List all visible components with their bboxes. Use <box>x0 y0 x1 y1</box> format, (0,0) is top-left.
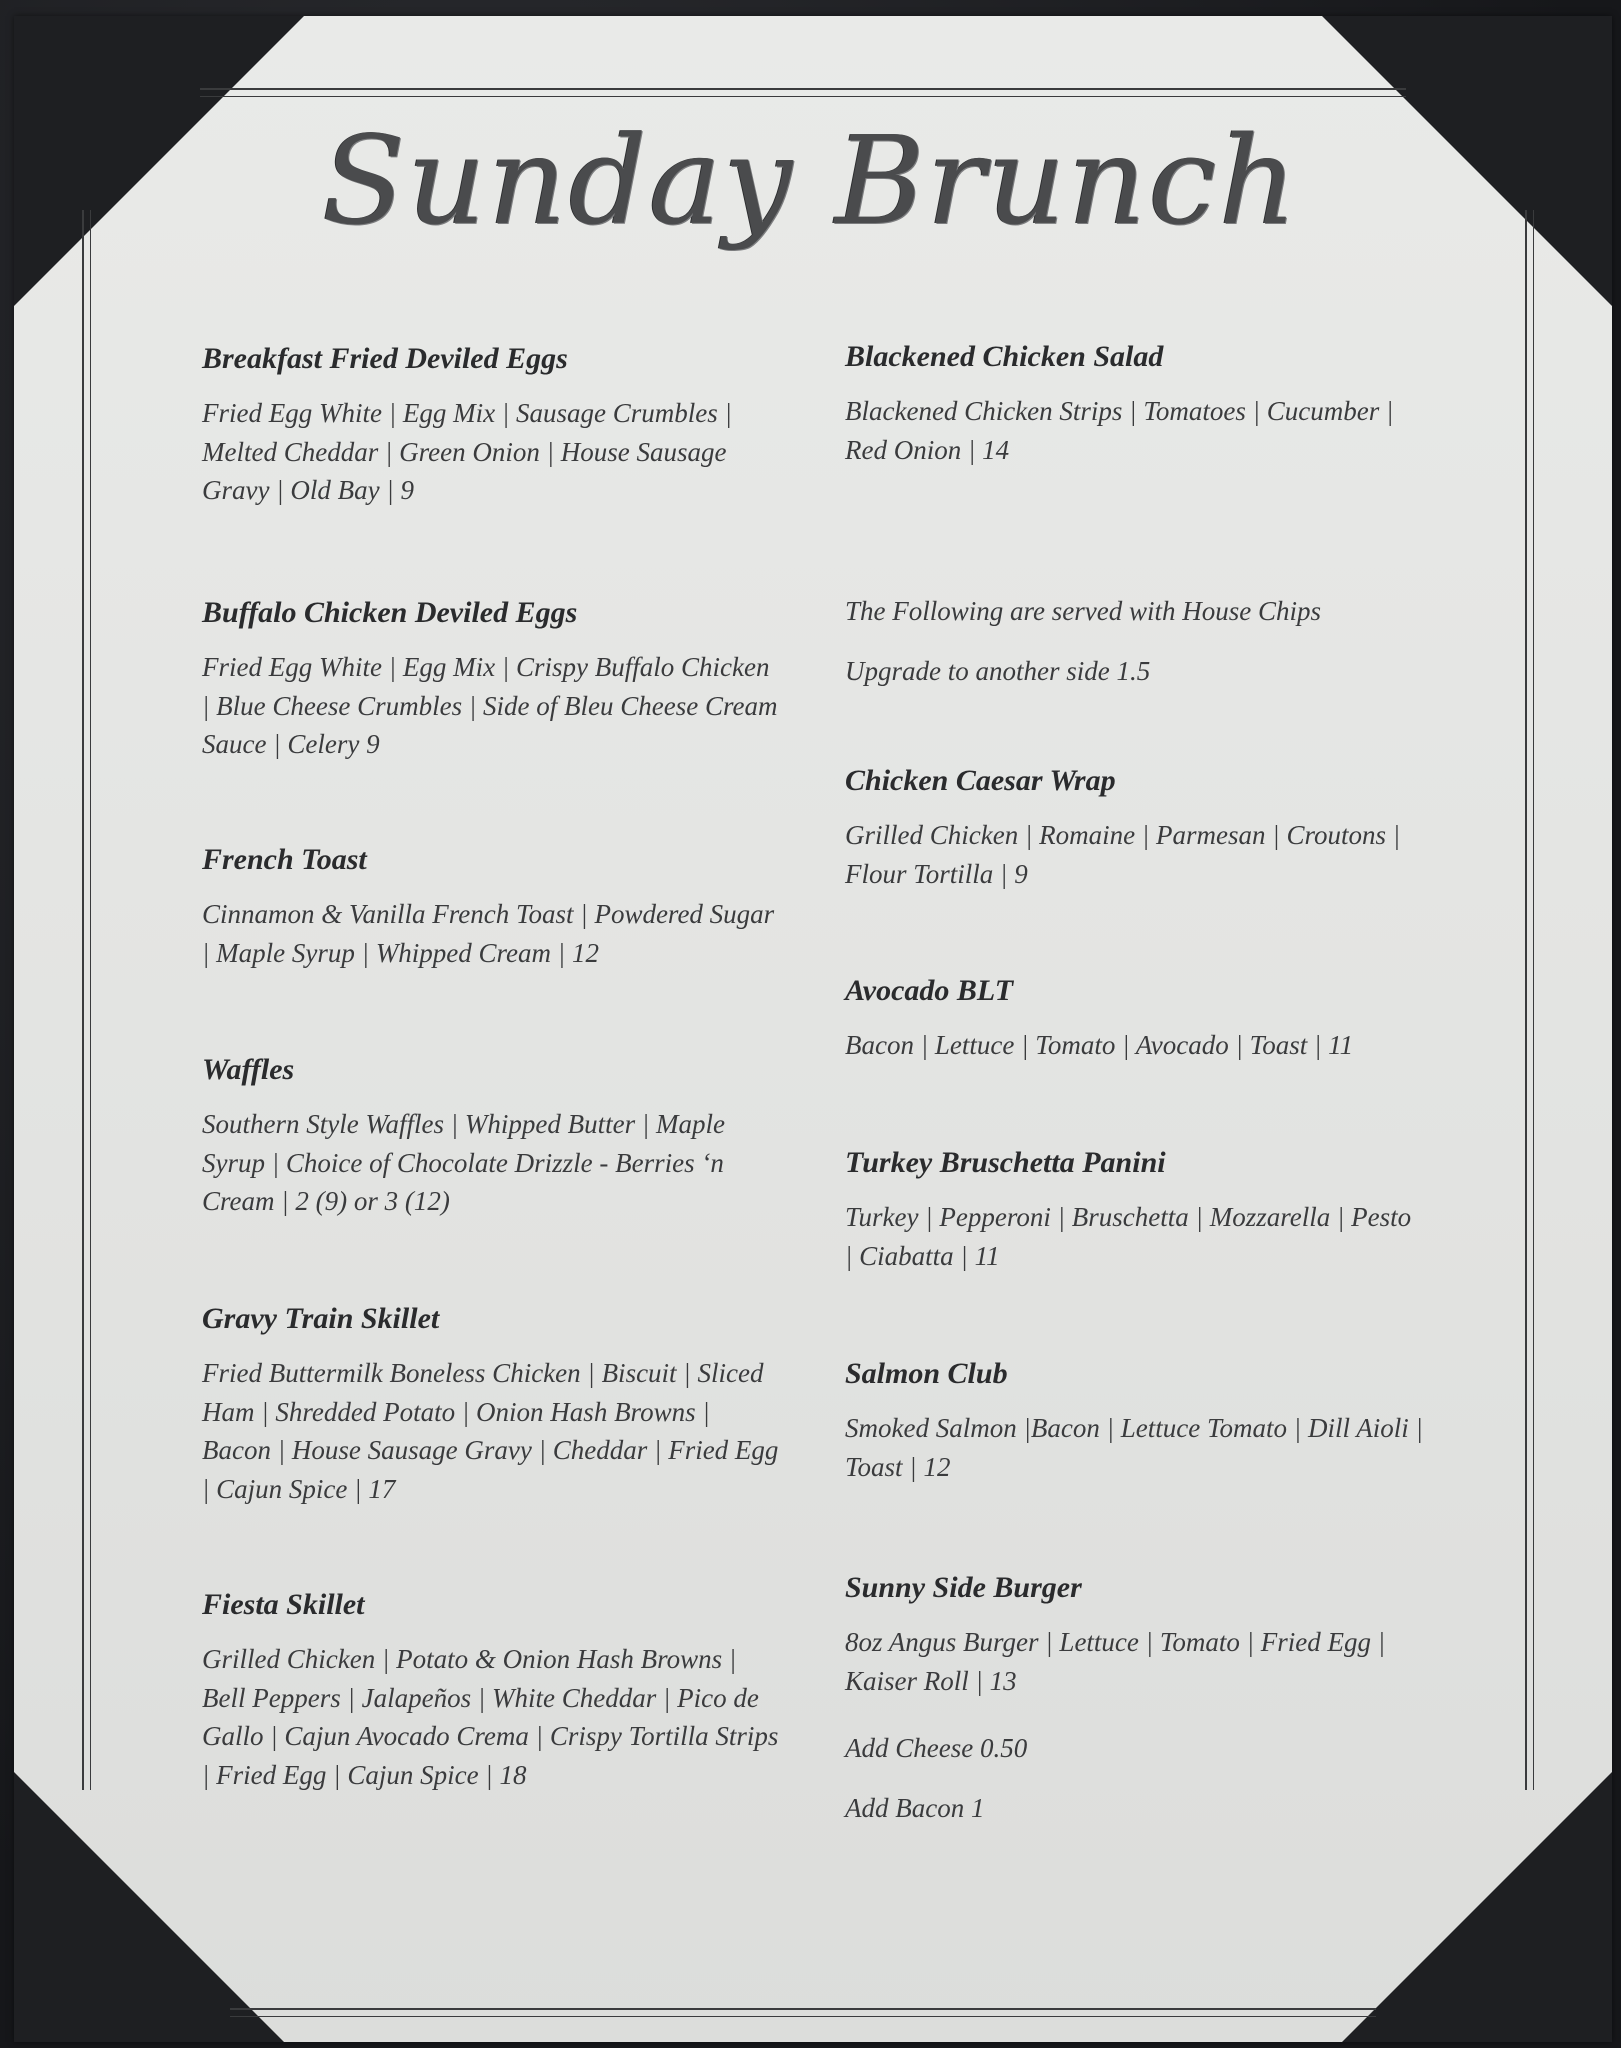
menu-item <box>845 1146 1425 1275</box>
item-name: Fiesta Skillet <box>202 1588 365 1621</box>
item-description: Smoked Salmon |Bacon | Lettuce Tomato | Dill Aioli | Toast | 12 <box>845 1413 1423 1482</box>
item-description: Cinnamon & Vanilla French Toast | Powdered Sugar | Maple Syrup | Whipped Cream | 12 <box>202 899 775 968</box>
item-name: French Toast <box>202 843 367 876</box>
item-description: Grilled Chicken | Romaine | Parmesan | Croutons | Flour Tortilla | 9 <box>845 820 1401 889</box>
item-name: Salmon Club <box>845 1357 1008 1390</box>
frame-border-left <box>82 210 84 1790</box>
frame-border-top-inner <box>200 96 1406 97</box>
menu-item <box>202 1302 782 1508</box>
corner-pocket-bottom-left <box>14 1772 284 2042</box>
menu-item <box>845 340 1425 469</box>
item-description: Fried Egg White | Egg Mix | Sausage Crumbles | Melted Cheddar | Green Onion | House Sausage Gravy | Old Bay | 9 <box>202 398 732 505</box>
menu-item <box>202 1053 782 1221</box>
item-description: Turkey | Pepperoni | Bruschetta | Mozzarella | Pesto | Ciabatta | 11 <box>845 1202 1412 1271</box>
item-name: Blackened Chicken Salad <box>845 340 1164 373</box>
item-name: Buffalo Chicken Deviled Eggs <box>202 596 578 629</box>
menu-title: Sunday Brunch <box>321 110 1300 252</box>
item-description: Blackened Chicken Strips | Tomatoes | Cucumber | Red Onion | 14 <box>845 396 1394 465</box>
item-description: Southern Style Waffles | Whipped Butter | Maple Syrup | Choice of Chocolate Drizzle - Berries ‘n Cream | 2 (9) or 3 (12) <box>202 1109 726 1216</box>
frame-border-right <box>1525 210 1527 1790</box>
menu-item <box>845 764 1425 893</box>
menu-item <box>202 342 782 510</box>
item-name: Chicken Caesar Wrap <box>845 764 1116 797</box>
item-description: Fried Buttermilk Boneless Chicken | Biscuit | Sliced Ham | Shredded Potato | Onion Hash Browns | Bacon | House Sausage Gravy | Cheddar | Fried Egg | Cajun Spice | 17 <box>202 1358 779 1504</box>
menu-item <box>202 843 782 972</box>
item-name: Avocado BLT <box>845 974 1014 1007</box>
item-name: Breakfast Fried Deviled Eggs <box>202 342 568 375</box>
frame-border-left-inner <box>90 210 91 1790</box>
item-name: Waffles <box>202 1053 295 1086</box>
addon-bacon: Add Bacon 1 <box>845 1793 985 1823</box>
frame-border-bottom <box>230 2008 1376 2010</box>
item-name: Gravy Train Skillet <box>202 1302 440 1335</box>
frame-border-top <box>200 88 1406 90</box>
item-name: Sunny Side Burger <box>845 1571 1082 1604</box>
item-description: Fried Egg White | Egg Mix | Crispy Buffalo Chicken | Blue Cheese Crumbles | Side of Bleu Cheese Cream Sauce | Celery 9 <box>202 652 778 759</box>
menu-item <box>202 596 782 764</box>
item-name: Turkey Bruschetta Panini <box>845 1146 1166 1179</box>
frame-border-right-inner <box>1533 210 1534 1790</box>
item-description: 8oz Angus Burger | Lettuce | Tomato | Fried Egg | Kaiser Roll | 13 <box>845 1627 1386 1696</box>
menu-item <box>845 1571 1425 1700</box>
sides-note: The Following are served with House Chips <box>845 596 1321 626</box>
addon-cheese: Add Cheese 0.50 <box>845 1733 1028 1763</box>
menu-item <box>845 1357 1425 1486</box>
upgrade-note: Upgrade to another side 1.5 <box>845 656 1151 686</box>
frame-border-bottom-inner <box>230 2016 1376 2017</box>
menu-item <box>202 1588 782 1794</box>
menu-item <box>845 974 1425 1065</box>
item-description: Bacon | Lettuce | Tomato | Avocado | Toast | 11 <box>845 1030 1354 1060</box>
item-description: Grilled Chicken | Potato & Onion Hash Browns | Bell Peppers | Jalapeños | White Cheddar | Pico de Gallo | Cajun Avocado Crema | Crispy Tortilla Strips | Fried Egg | Cajun Spice | 18 <box>202 1644 779 1790</box>
